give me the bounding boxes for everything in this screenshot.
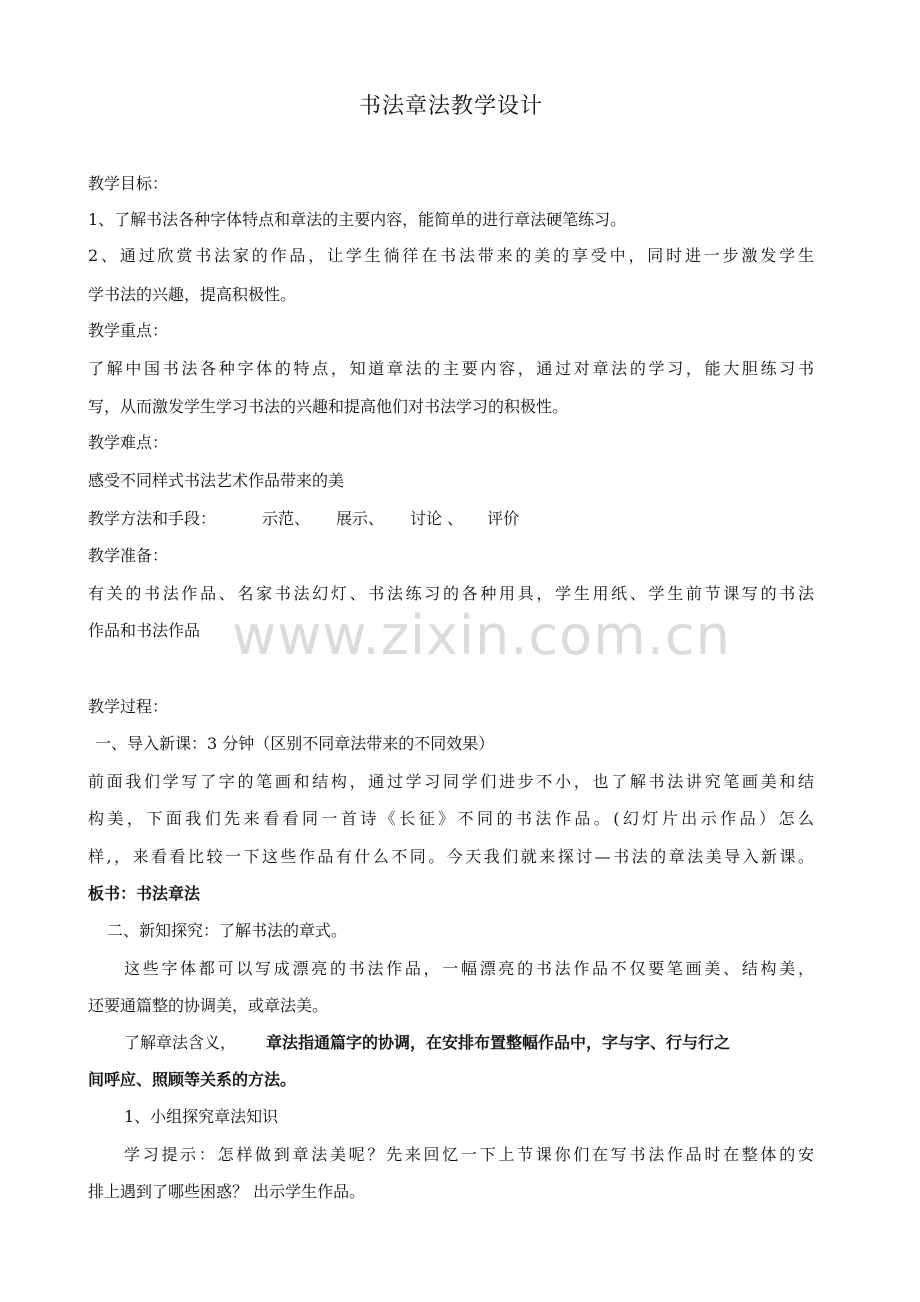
method-discussion: 讨论 、 (410, 509, 464, 528)
goal-2-line-2: 学书法的兴趣，提高积极性。 (88, 285, 297, 304)
difficulty-text: 感受不同样式书法艺术作品带来的美 (88, 471, 345, 490)
learning-hint-line-1: 学习提示：怎样做到章法美呢？先来回忆一下上节课你们在写书法作品时在整体的安 (124, 1145, 814, 1164)
chapter-meaning-definition: 章法指通篇字的协调，在安排布置整幅作品中，字与字、行与行之 (266, 1033, 731, 1052)
chapter-meaning-line-1 (124, 1032, 814, 1054)
sub-step-1-heading: 1、小组探究章法知识 (124, 1107, 279, 1126)
method-display: 展示、 (336, 509, 385, 528)
step-1-line-1: 前面我们学写了字的笔画和结构，通过学习同学们进步不小，也了解书法讲究笔画美和结 (88, 772, 814, 791)
step-1-line-2: 构美，下面我们先来看看同一首诗《长征》不同的书法作品。(幻灯片出示作品）怎么 (88, 809, 814, 828)
key-points-line-1: 了解中国书法各种字体的特点，知道章法的主要内容，通过对章法的学习，能大胆练习书 (88, 359, 814, 378)
chapter-meaning-label: 了解章法含义， (124, 1033, 237, 1052)
key-points-heading: 教学重点： (88, 321, 169, 340)
watermark-text: www.zixin.com.cn (232, 604, 731, 667)
step-1-heading: 一、导入新课：3 分钟（区别不同章法带来的不同效果） (95, 734, 495, 753)
method-evaluation: 评价 (487, 509, 520, 528)
goal-2-line-1: 2、通过欣赏书法家的作品，让学生徜徉在书法带来的美的享受中，同时进一步激发学生 (88, 246, 814, 265)
methods-label: 教学方法和手段： (88, 509, 217, 528)
preparation-heading: 教学准备： (88, 546, 169, 565)
key-points-line-2: 写，从而激发学生学习书法的兴趣和提高他们对书法学习的积极性。 (88, 397, 569, 416)
step-2-heading: 二、新知探究：了解书法的章式。 (107, 921, 348, 940)
preparation-line-2: 作品和书法作品 (88, 621, 201, 640)
method-demonstration: 示范、 (262, 509, 311, 528)
difficulty-heading: 教学难点： (88, 433, 169, 452)
preparation-line-1: 有关的书法作品、名家书法幻灯、书法练习的各种用具，学生用纸、学生前节课写的书法 (88, 584, 814, 603)
document-title: 书法章法教学设计 (358, 94, 543, 119)
methods-row (88, 508, 519, 530)
learning-hint-line-2: 排上遇到了哪些困惑？ 出示学生作品。 (88, 1182, 366, 1201)
process-heading: 教学过程： (88, 697, 169, 716)
step-2-paragraph-line-1: 这些字体都可以写成漂亮的书法作品，一幅漂亮的书法作品不仅要笔画美、结构美， (124, 959, 814, 978)
goal-1: 1、了解书法各种字体特点和章法的主要内容，能简单的进行章法硬笔练习。 (88, 210, 627, 229)
step-1-line-3: 样,，来看看比较一下这些作品有什么不同。今天我们就来探讨—书法的章法美导入新课。 (88, 847, 814, 866)
step-2-paragraph-line-2: 还要通篇整的协调美，或章法美。 (88, 996, 329, 1015)
chapter-meaning-line-2: 间呼应、照顾等关系的方法。 (88, 1070, 297, 1089)
goals-heading: 教学目标： (88, 174, 169, 193)
board-writing: 板书：书法章法 (88, 884, 201, 903)
